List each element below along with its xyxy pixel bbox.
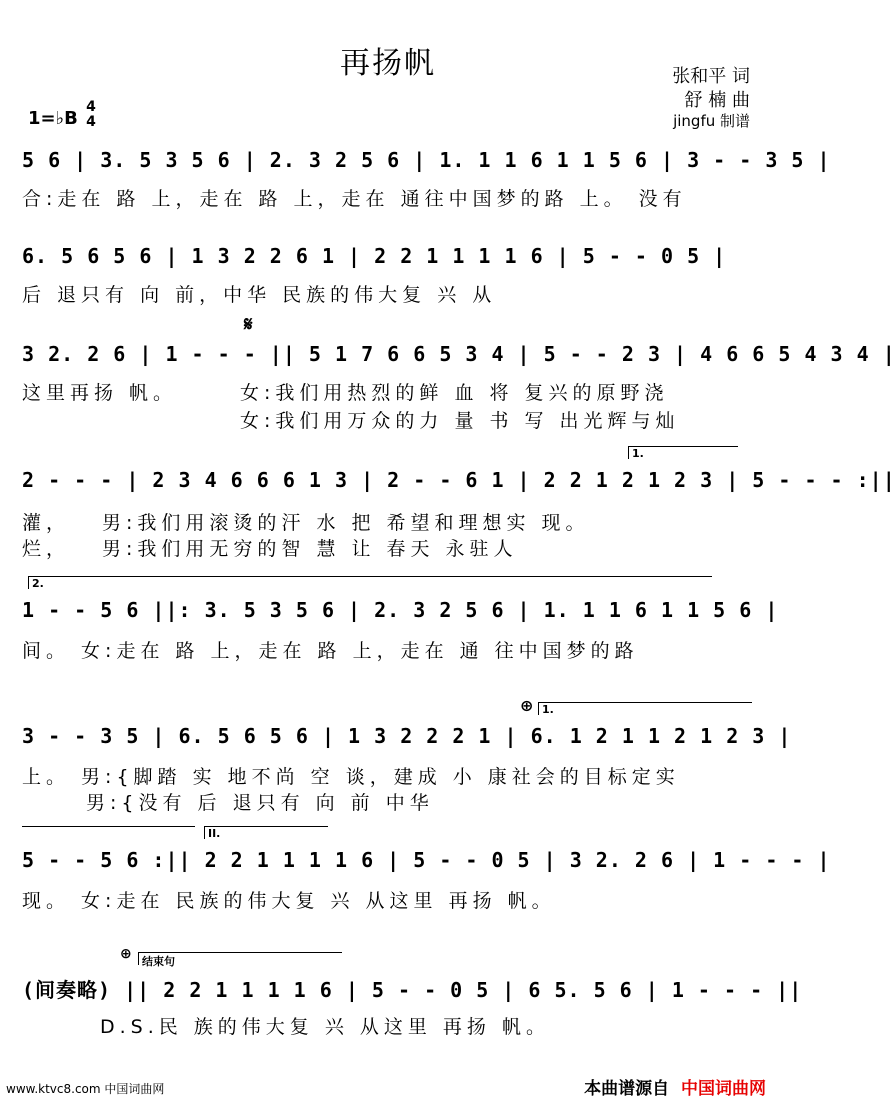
staff-line-6 bbox=[22, 718, 792, 754]
staff-line-8 bbox=[22, 968, 803, 1004]
coda-icon-2: ⊕ bbox=[120, 946, 132, 962]
notes: 1 - - 5 6 ||: 3. 5 3 5 6 | 2. 3 2 5 6 | 1. 1 1 6 1 1 5 6 | bbox=[22, 598, 779, 622]
lyric-line-5: 间。 女:走在 路 上，走在 路 上，走在 通 往中国梦的路 bbox=[22, 640, 639, 662]
notes: 5 - - 5 6 :|| 2 2 1 1 1 1 6 | 5 - - 0 5 | 3 2. 2 6 | 1 - - - | bbox=[22, 848, 831, 872]
lyric-line-6a: 上。 男:{脚踏 实 地不尚 空 谈，建成 小 康社会的目标定实 bbox=[22, 766, 680, 788]
page-title: 再扬帆 bbox=[340, 46, 436, 81]
staff-line-3 bbox=[22, 336, 896, 372]
composer-credit: 舒 楠 曲 bbox=[684, 90, 750, 111]
lyric-line-8: D.S.民 族的伟大复 兴 从这里 再扬 帆。 bbox=[100, 1016, 550, 1038]
lyric-line-7: 现。 女:走在 民族的伟大复 兴 从这里 再扬 帆。 bbox=[22, 890, 556, 912]
notes: 3 2. 2 6 | 1 - - - || 5 1 7 6 6 5 3 4 | 5 - - 2 3 | 4 6 6 5 4 3 4 | bbox=[22, 342, 896, 366]
staff-line-7 bbox=[22, 842, 831, 878]
notes: 3 - - 3 5 | 6. 5 6 5 6 | 1 3 2 2 2 1 | 6. 1 2 1 1 2 1 2 3 | bbox=[22, 724, 792, 748]
notes: 2 - - - | 2 3 4 6 6 6 1 3 | 2 - - 6 1 | 2 2 1 2 1 2 3 | 5 - - - :|| bbox=[22, 468, 896, 492]
ending-bracket: 结束句 bbox=[138, 952, 342, 965]
notes: 6. 5 6 5 6 | 1 3 2 2 6 1 | 2 2 1 1 1 1 6 | 5 - - 0 5 | bbox=[22, 244, 727, 268]
volta-bracket-line bbox=[22, 826, 195, 839]
coda-icon: ⊕ bbox=[520, 696, 534, 715]
lyric-line-3a: 这里再扬 帆。 bbox=[22, 382, 178, 404]
staff-line-4 bbox=[22, 462, 896, 498]
staff-line-1 bbox=[22, 142, 831, 178]
volta-bracket-1: 1. bbox=[628, 446, 738, 459]
time-signature bbox=[84, 100, 98, 130]
notes: 5 6 | 3. 5 3 5 6 | 2. 3 2 5 6 | 1. 1 1 6 1 1 5 6 | 3 - - 3 5 | bbox=[22, 148, 831, 172]
footer-source bbox=[584, 1074, 766, 1099]
segno-icon: 𝄋 bbox=[244, 312, 253, 336]
volta-bracket-3: 1. bbox=[538, 702, 752, 715]
volta-bracket-2: 2. bbox=[28, 576, 712, 589]
footer-brand: 中国词曲网 bbox=[681, 1079, 766, 1099]
lyric-line-3b: 女:我们用热烈的鲜 血 将 复兴的原野浇 bbox=[240, 382, 669, 404]
key-signature: 1=♭B bbox=[28, 108, 78, 129]
arranger-credit: jingfu 制谱 bbox=[673, 112, 750, 130]
footer-website: www.ktvc8.com 中国词曲网 bbox=[6, 1082, 165, 1096]
lyric-line-1: 合:走在 路 上，走在 路 上，走在 通往中国梦的路 上。 没有 bbox=[22, 188, 687, 210]
lyric-line-3c: 女:我们用万众的力 量 书 写 出光辉与灿 bbox=[240, 410, 680, 432]
lyric-line-4d: 男:我们用无穷的智 慧 让 春天 永驻人 bbox=[102, 538, 518, 560]
lyric-line-4a: 灌， bbox=[22, 512, 71, 534]
lyric-line-4b: 男:我们用滚烫的汗 水 把 希望和理想实 现。 bbox=[102, 512, 590, 534]
staff-line-2 bbox=[22, 238, 762, 274]
footer-source-prefix: 本曲谱源自 bbox=[584, 1079, 670, 1099]
lyric-line-2: 后 退只有 向 前，中华 民族的伟大复 兴 从 bbox=[22, 284, 497, 306]
lyric-line-4c: 烂， bbox=[22, 538, 71, 560]
lyric-line-6b: 男:{没有 后 退只有 向 前 中华 bbox=[86, 792, 434, 814]
lyricist-credit: 张和平 词 bbox=[672, 66, 750, 87]
staff-line-5 bbox=[22, 592, 779, 628]
notes: (间奏略) || 2 2 1 1 1 1 6 | 5 - - 0 5 | 6 5. 5 6 | 1 - - - || bbox=[22, 978, 803, 1002]
volta-bracket-4: II. bbox=[204, 826, 328, 839]
meter-top: 4 bbox=[86, 99, 96, 115]
meter-bottom: 4 bbox=[86, 114, 96, 130]
